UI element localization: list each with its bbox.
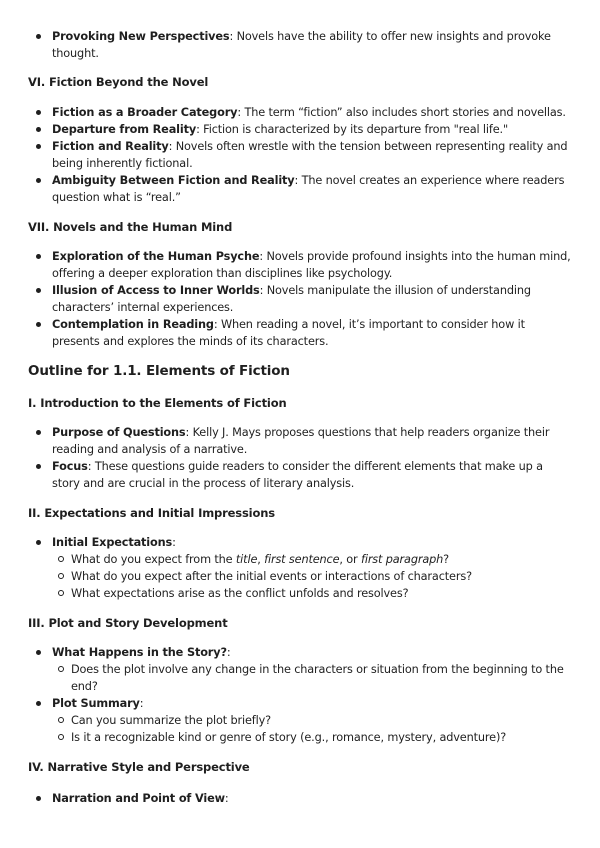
item-text: : The novel creates an experience where readers question what is “real.”: [52, 174, 565, 204]
list-item: [0, 424, 600, 458]
list-item: [0, 534, 600, 551]
item-text: : Fiction is characterized by its departure from "real life.": [196, 123, 509, 136]
item-text: : These questions guide readers to consider the different elements that make up a story and are crucial in the process of literary analysis.: [52, 460, 543, 490]
item-text: : Novels manipulate the illusion of understanding characters’ internal experiences.: [52, 284, 531, 314]
sub-list-item: What expectations arise as the conflict unfolds and resolves?: [0, 585, 600, 602]
section-heading: III. Plot and Story Development: [28, 616, 228, 630]
sub-list-item: What do you expect from the title, first sentence, or first paragraph?: [0, 551, 600, 568]
item-term: Initial Expectations: [52, 536, 173, 549]
list-item: [0, 172, 600, 206]
item-term: Focus: [52, 460, 88, 473]
sub-list-item: What do you expect after the initial events or interactions of characters?: [0, 568, 600, 585]
item-term: Contemplation in Reading: [52, 318, 214, 331]
item-text: :: [224, 792, 229, 805]
item-term: Fiction as a Broader Category: [52, 106, 238, 119]
top-list: [0, 28, 600, 62]
item-text: :: [139, 697, 144, 710]
sub-list-item: Can you summarize the plot briefly?: [0, 712, 600, 729]
item-text: :: [226, 646, 231, 659]
item-text: : When reading a novel, it’s important to consider how it presents and explores the minds of its characters.: [52, 318, 525, 348]
item-term: Ambiguity Between Fiction and Reality: [52, 174, 295, 187]
list-item: [0, 282, 600, 316]
list-item: [0, 121, 600, 138]
item-text: : Kelly J. Mays proposes questions that help readers organize their reading and analysis of a narrative.: [52, 426, 550, 456]
section-heading: II. Expectations and Initial Impressions: [28, 506, 275, 520]
section-list: [0, 644, 600, 746]
list-item: [0, 104, 600, 121]
section-list: [0, 104, 600, 206]
item-term: Exploration of the Human Psyche: [52, 250, 260, 263]
section-list: [0, 424, 600, 492]
list-item: [0, 695, 600, 712]
list-item: [0, 138, 600, 172]
item-text: : Novels have the ability to offer new insights and provoke thought.: [52, 30, 551, 60]
item-term: Plot Summary: [52, 697, 140, 710]
section-list: [0, 790, 600, 807]
list-item: [0, 28, 600, 62]
section-heading: I. Introduction to the Elements of Fiction: [28, 396, 287, 410]
item-term: What Happens in the Story?: [52, 646, 227, 659]
outline-title: Outline for 1.1. Elements of Fiction: [28, 363, 290, 379]
section-heading: IV. Narrative Style and Perspective: [28, 760, 250, 774]
list-item: [0, 644, 600, 661]
sub-list-item: Is it a recognizable kind or genre of story (e.g., romance, mystery, adventure)?: [0, 729, 600, 746]
item-term: Provoking New Perspectives: [52, 30, 230, 43]
section-heading: VII. Novels and the Human Mind: [28, 220, 233, 234]
item-text: : Novels provide profound insights into the human mind, offering a deeper exploration than disciplines like psychology.: [52, 250, 571, 280]
item-term: Fiction and Reality: [52, 140, 169, 153]
list-item: [0, 790, 600, 807]
sub-list-item: Does the plot involve any change in the characters or situation from the beginning to the end?: [0, 661, 600, 695]
section-heading: VI. Fiction Beyond the Novel: [28, 75, 209, 89]
item-text: : Novels often wrestle with the tension between representing reality and being inherently fictional.: [52, 140, 568, 170]
list-item: [0, 248, 600, 282]
item-text: : The term “fiction” also includes short stories and novellas.: [237, 106, 566, 119]
item-term: Purpose of Questions: [52, 426, 186, 439]
list-item: [0, 316, 600, 350]
item-term: Departure from Reality: [52, 123, 197, 136]
item-term: Illusion of Access to Inner Worlds: [52, 284, 260, 297]
item-term: Narration and Point of View: [52, 792, 225, 805]
item-text: :: [172, 536, 176, 549]
section-list: [0, 248, 600, 350]
list-item: [0, 458, 600, 492]
section-list: [0, 534, 600, 602]
